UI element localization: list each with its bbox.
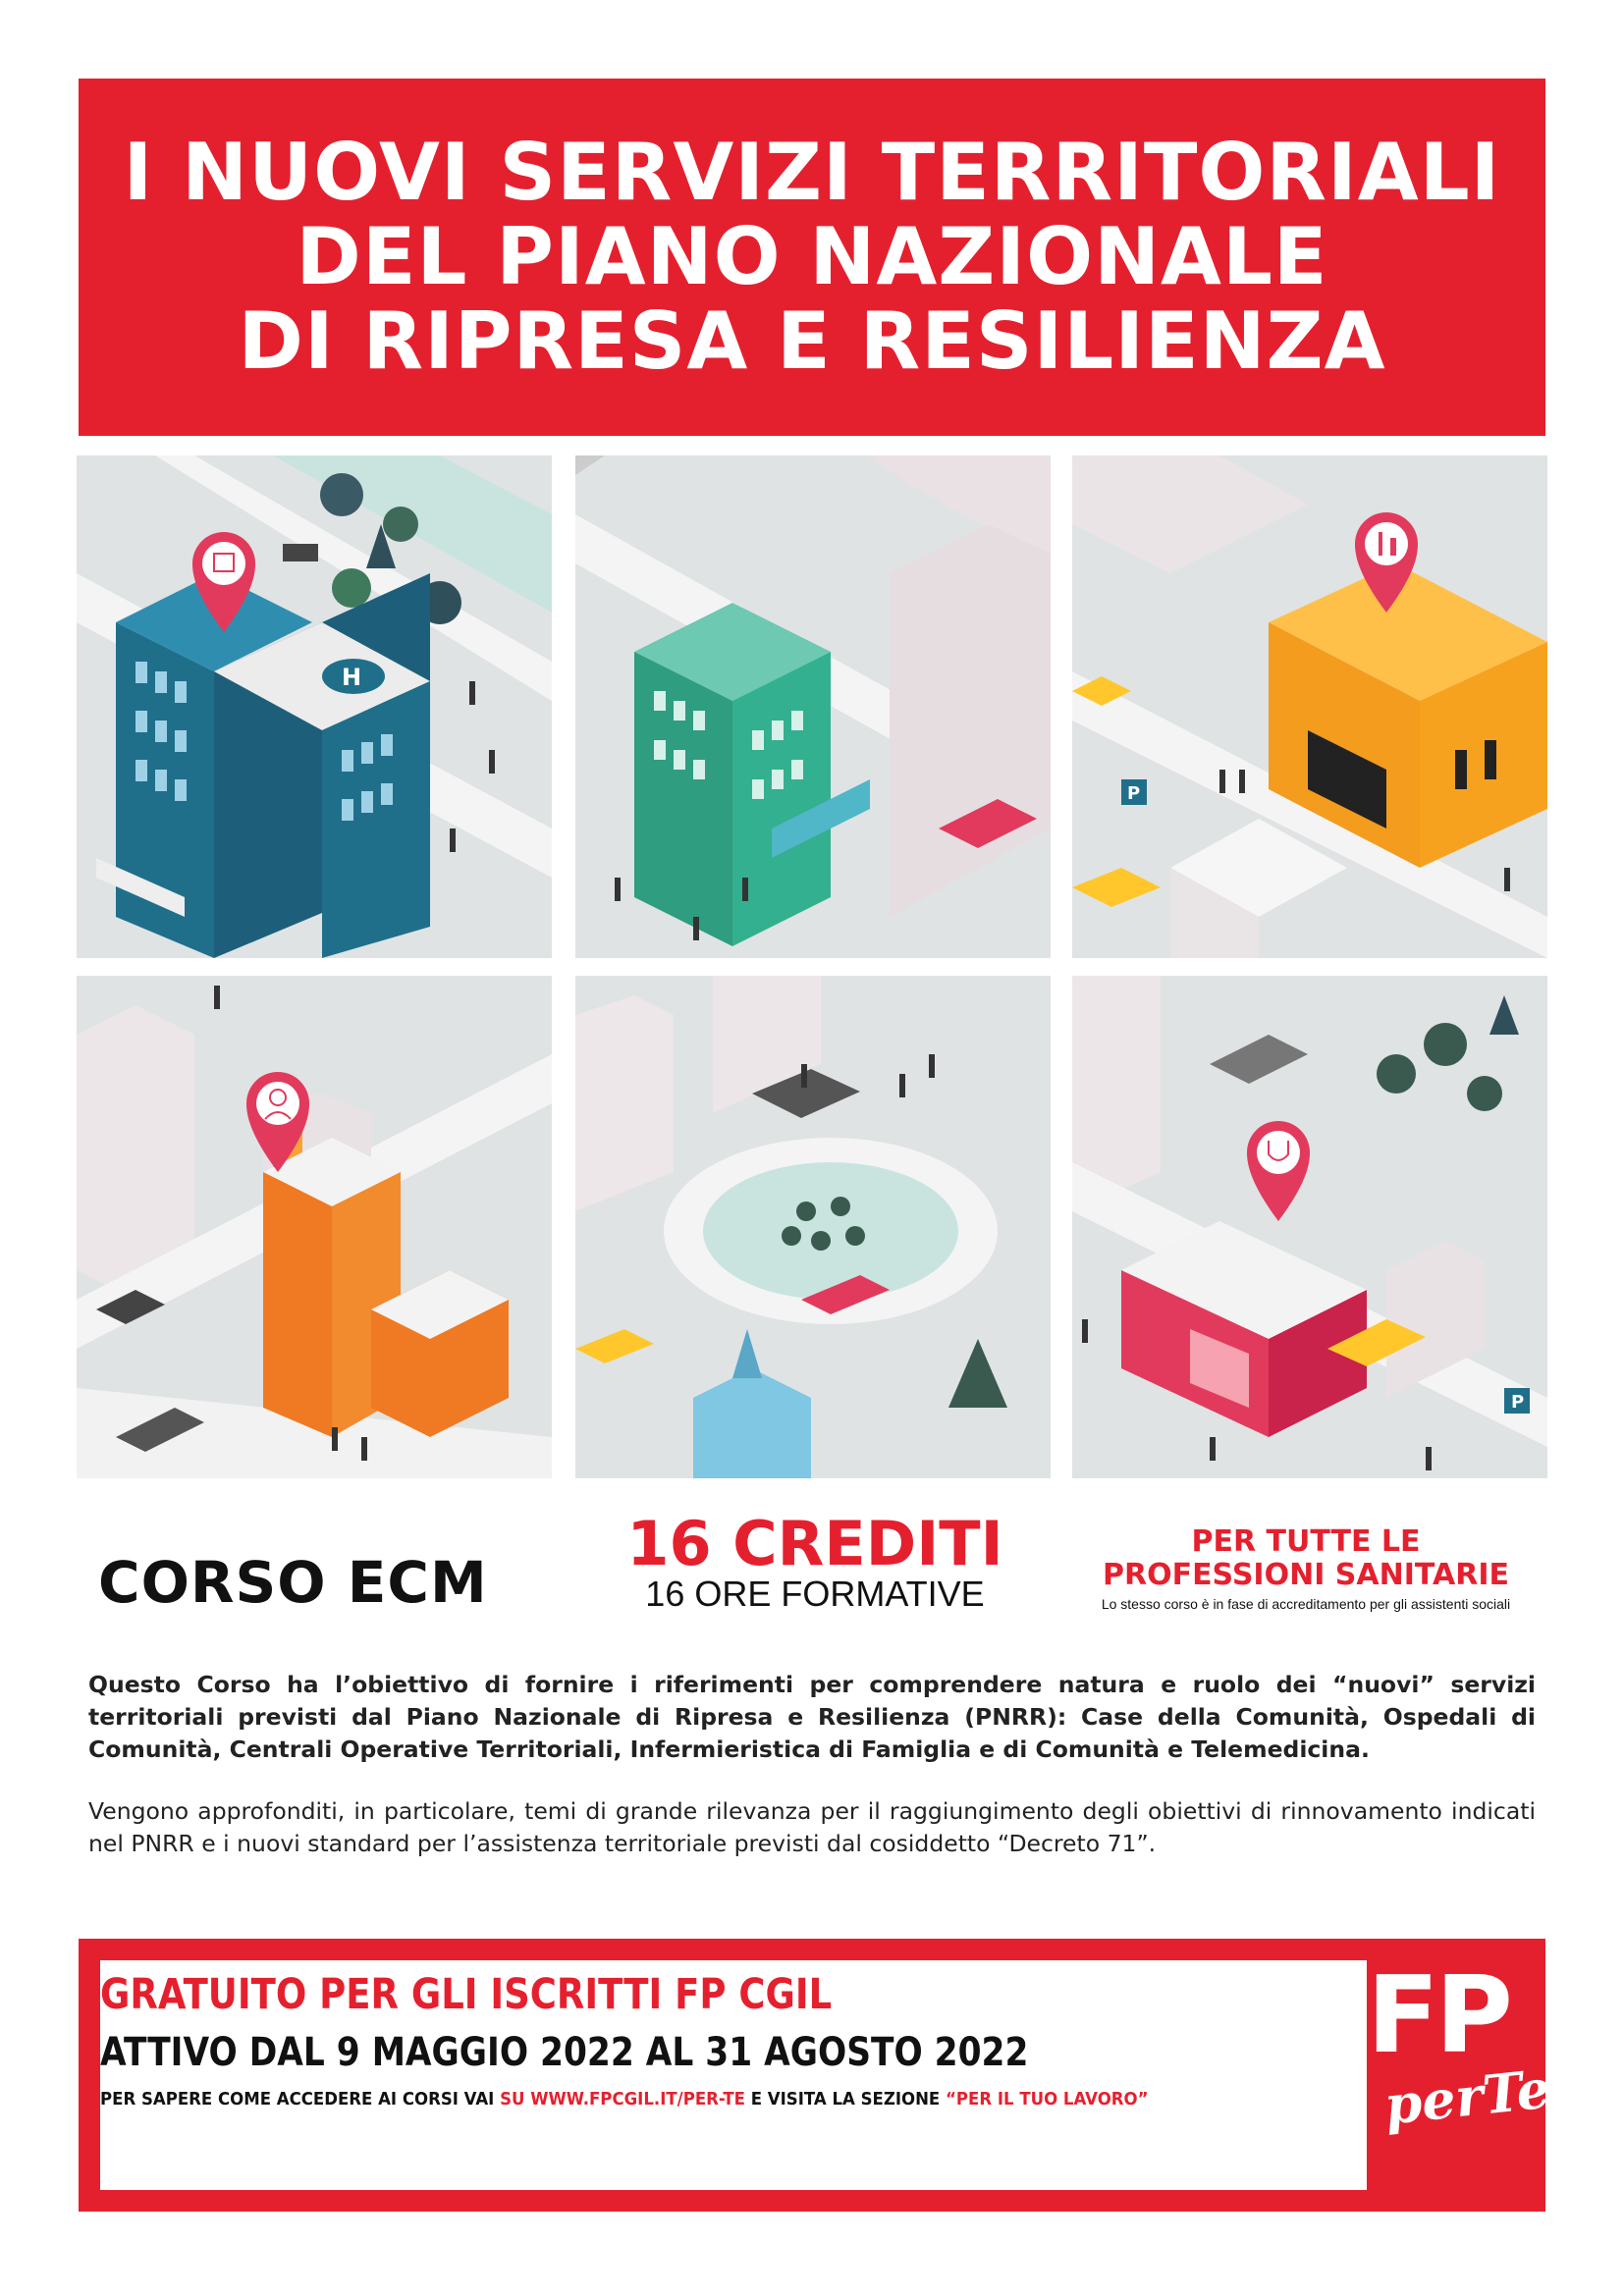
fp-perte-logo	[1367, 1954, 1553, 2179]
active-dates: ATTIVO DAL 9 MAGGIO 2022 AL 31 AGOSTO 2022	[100, 2030, 1029, 2075]
title-banner	[79, 79, 1545, 436]
course-description	[88, 1669, 1536, 1890]
description-paragraph-1: Questo Corso ha l’obiettivo di fornire i riferimenti per comprendere natura e ruolo dei “nuovi” servizi territoriali previsti dal Piano Nazionale di Ripresa e Resilienza (PNRR): Case della Comunità, Ospedali di Comunità, Centrali Operative Territoriali, Infermieristica di Famiglia e di Comunità e Telemedicina.	[88, 1671, 1536, 1763]
logo-fp: FP	[1367, 1954, 1509, 2077]
title-line-2: DEL PIANO NAZIONALE	[296, 211, 1328, 302]
tile-roundabout	[575, 976, 1051, 1478]
credits-count: 16 CREDITI	[626, 1508, 1003, 1579]
logo-perte: perTe	[1381, 2056, 1553, 2137]
access-instructions	[100, 2089, 1149, 2109]
city-illustration	[77, 455, 1547, 1478]
description-paragraph-2: Vengono approfonditi, in particolare, temi di grande rilevanza per il raggiungimento degli obiettivi di rinnovamento indicati nel PNRR e i nuovi standard per l’assistenza territoriale previsti dal cosiddetto “Decreto 71”.	[88, 1797, 1536, 1857]
course-info-row	[0, 1508, 1624, 1629]
professions-line-2: PROFESSIONI SANITARIE	[1102, 1558, 1510, 1592]
parking-sign-2: P	[1511, 1392, 1525, 1413]
hospital-h-sign: H	[342, 664, 362, 691]
title-line-1: I NUOVI SERVIZI TERRITORIALI	[123, 127, 1501, 218]
professions-line-1: PER TUTTE LE	[1191, 1524, 1421, 1559]
section-name: “PER IL TUO LAVORO”	[946, 2089, 1149, 2109]
tile-green-building	[575, 455, 1051, 958]
training-hours: 16 ORE FORMATIVE	[645, 1574, 985, 1614]
website-link[interactable]: SU WWW.FPCGIL.IT/PER-TE	[500, 2089, 745, 2109]
access-text-a: PER SAPERE COME ACCEDERE AI CORSI VAI	[100, 2089, 501, 2109]
corso-ecm-label: CORSO ECM	[98, 1549, 488, 1616]
credits-block	[579, 1508, 1051, 1614]
tile-hospital	[77, 455, 552, 958]
title-line-3: DI RIPRESA E RESILIENZA	[238, 295, 1386, 387]
access-text-c: E VISITA LA SEZIONE	[744, 2089, 947, 2109]
tile-pharmacy	[1072, 455, 1547, 958]
accreditation-note: Lo stesso corso è in fase di accreditamento per gli assistenti sociali	[1101, 1596, 1511, 1612]
parking-sign: P	[1127, 783, 1141, 804]
tile-red-clinic	[1072, 976, 1547, 1478]
professions-block	[1070, 1525, 1542, 1612]
tile-orange-building	[77, 976, 552, 1478]
free-for-members: GRATUITO PER GLI ISCRITTI FP CGIL	[100, 1970, 833, 2019]
